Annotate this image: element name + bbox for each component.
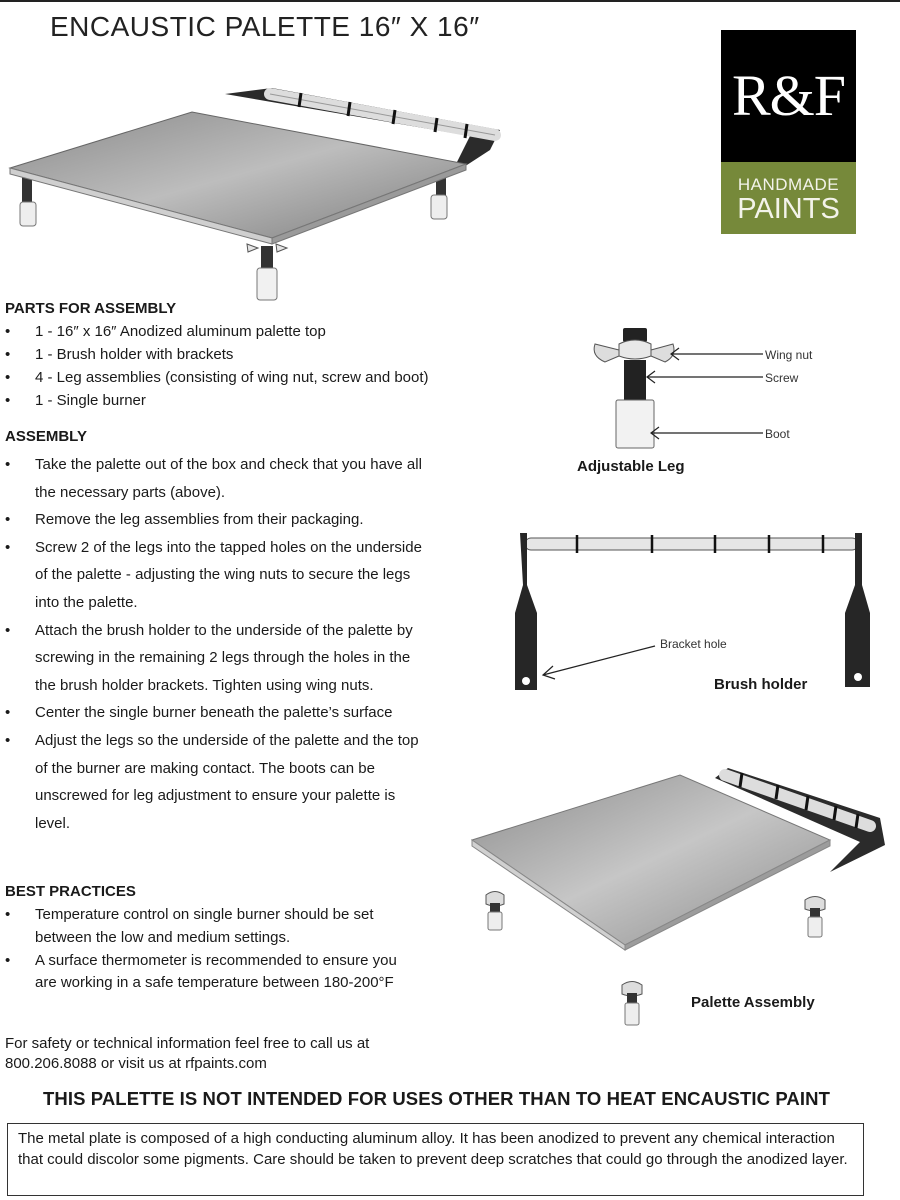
- list-item: • Attach the brush holder to the underside of the palette by screwing in the remaining 2 legs through the holes in the the brush holder brackets. Tighten using wing nuts.: [5, 617, 430, 700]
- list-item: • A surface thermometer is recommended to ensure you are working in a safe temperature between 180-200°F: [5, 950, 415, 996]
- assembly-heading: ASSEMBLY: [5, 428, 87, 445]
- brush-holder-illustration: [505, 525, 885, 700]
- list-item: • Adjust the legs so the underside of the palette and the top of the burner are making contact. The boots can be unscrewed for leg adjustment to ensure your palette is level.: [5, 727, 430, 837]
- logo-bottom: [721, 162, 856, 234]
- page-title: ENCAUSTIC PALETTE 16″ X 16″: [50, 11, 480, 42]
- list-item: • 1 - 16″ x 16″ Anodized aluminum palette top: [5, 320, 525, 343]
- rf-logo: [721, 30, 856, 234]
- assembly-list: [5, 451, 430, 837]
- brush-holder-caption: Brush holder: [714, 676, 808, 693]
- leg-label-wing-nut: Wing nut: [765, 348, 813, 362]
- palette-top-illustration: [0, 80, 520, 305]
- list-item: • Remove the leg assemblies from their packaging.: [5, 506, 430, 534]
- list-item: • Center the single burner beneath the palette’s surface: [5, 699, 430, 727]
- leg-label-screw: Screw: [765, 371, 799, 385]
- list-item: • Screw 2 of the legs into the tapped holes on the underside of the palette - adjusting the wing nuts to secure the legs into the palette.: [5, 534, 430, 617]
- leg-caption: Adjustable Leg: [577, 458, 685, 475]
- warning-banner: THIS PALETTE IS NOT INTENDED FOR USES OTHER THAN TO HEAT ENCAUSTIC PAINT: [43, 1088, 830, 1109]
- top-rule: [0, 0, 900, 2]
- bracket-hole-label: Bracket hole: [660, 637, 727, 651]
- logo-line-1: HANDMADE: [737, 175, 840, 194]
- list-item: • 1 - Single burner: [5, 389, 525, 412]
- adjustable-leg-illustration: [585, 322, 845, 462]
- note-box: The metal plate is composed of a high conducting aluminum alloy. It has been anodized to prevent any chemical interaction that could discolor some pigments. Care should be taken to prevent deep scratches that could go through the anodized layer.: [7, 1123, 864, 1196]
- contact-info: For safety or technical information feel free to call us at 800.206.8088 or visit us at rfpaints.com: [5, 1035, 370, 1072]
- best-practices-heading: BEST PRACTICES: [5, 883, 136, 900]
- logo-line-2: PAINTS: [737, 193, 840, 225]
- parts-list: [5, 320, 525, 412]
- list-item: • 1 - Brush holder with brackets: [5, 343, 525, 366]
- leg-label-boot: Boot: [765, 427, 790, 441]
- list-item: • Take the palette out of the box and check that you have all the necessary parts (above).: [5, 451, 430, 506]
- list-item: • Temperature control on single burner should be set between the low and medium settings.: [5, 904, 415, 950]
- logo-top: R&F: [721, 30, 856, 162]
- palette-assembly-illustration: [460, 760, 890, 1030]
- best-practices-list: [5, 904, 415, 995]
- list-item: • 4 - Leg assemblies (consisting of wing nut, screw and boot): [5, 366, 525, 389]
- parts-heading: PARTS FOR ASSEMBLY: [5, 300, 177, 317]
- palette-assembly-caption: Palette Assembly: [691, 994, 815, 1011]
